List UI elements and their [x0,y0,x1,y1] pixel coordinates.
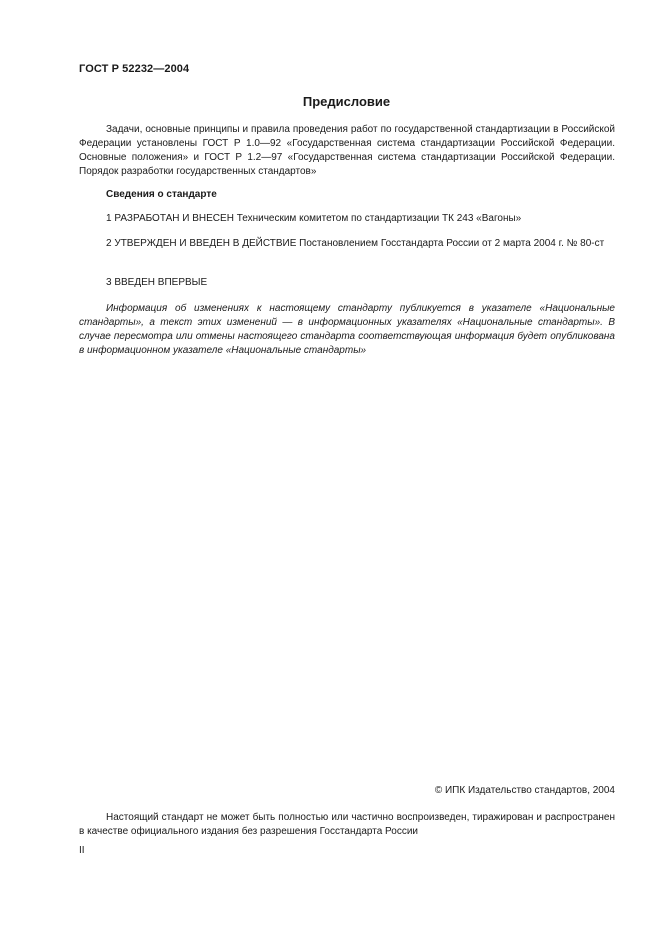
copyright-line: © ИПК Издательство стандартов, 2004 [434,785,615,796]
foreword-intro-paragraph: Задачи, основные принципы и правила проведения работ по государственной стандартизации в Российской Федерации установлены ГОСТ Р 1.0—92 «Государственная система стандартизации Российской Федерации. Основные положения» и ГОСТ Р 1.2—97 «Государственная система стандартизации Российской Федерации. Порядок разработки государственных стандартов» [79,124,615,177]
changes-notice-paragraph: Информация об изменениях к настоящему стандарту публикуется в указателе «Национальные стандарты», а текст этих изменений — в информационных указателях «Национальные стандарты». В случае пересмотра или отмены настоящего стандарта соответствующая информация будет опубликована в информационном указателе «Национальные стандарты» [79,303,615,356]
page-number: II [79,845,85,856]
standard-code: ГОСТ Р 52232—2004 [79,63,190,75]
info-item-approved: 2 УТВЕРЖДЕН И ВВЕДЕН В ДЕЙСТВИЕ Постановлением Госстандарта России от 2 марта 2004 г. № 80-ст [106,238,605,249]
standard-info-heading: Сведения о стандарте [106,189,217,200]
info-item-developed: 1 РАЗРАБОТАН И ВНЕСЕН Техническим комитетом по стандартизации ТК 243 «Вагоны» [106,213,522,224]
reproduction-rights-paragraph: Настоящий стандарт не может быть полностью или частично воспроизведен, тиражирован и распространен в качестве официального издания без разрешения Госстандарта России [79,812,615,837]
info-item-introduced: 3 ВВЕДЕН ВПЕРВЫЕ [106,277,208,288]
foreword-title: Предисловие [302,94,391,109]
